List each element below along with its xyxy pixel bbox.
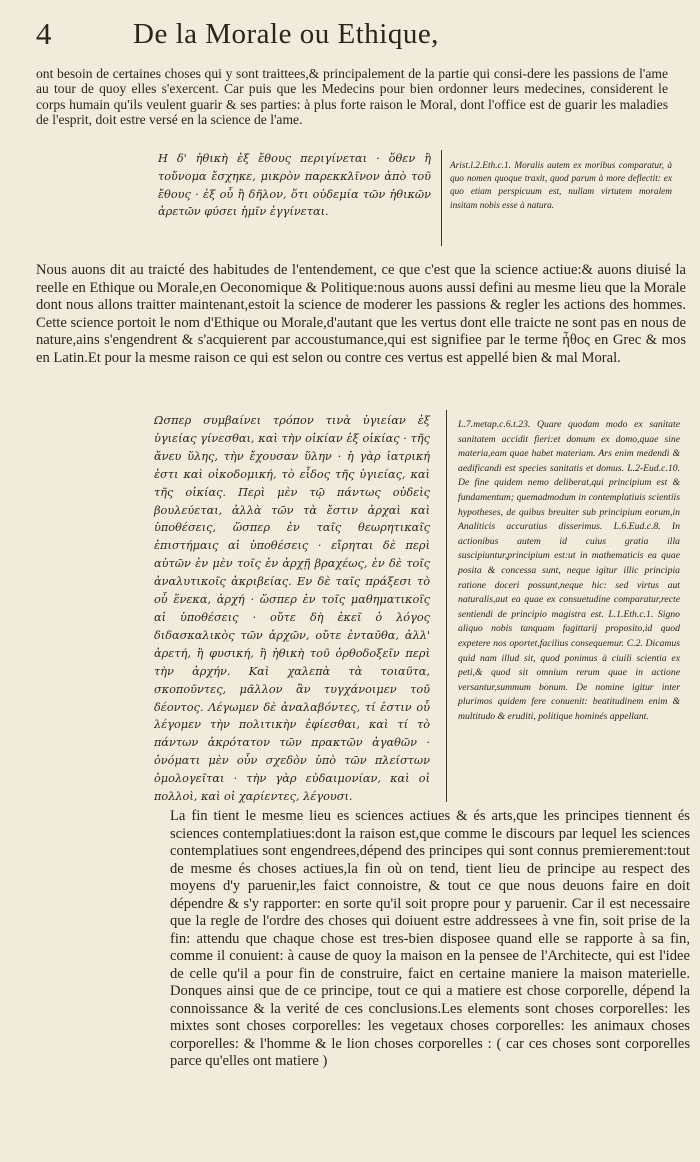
- margin-note-1: [450, 160, 672, 213]
- column-divider-2: [446, 410, 447, 802]
- greek-quotation-2: [154, 412, 430, 806]
- intro-text: ont besoin de certaines choses qui y sont traittees,& principalement de la partie qui consi-dere les passions de l'ame au tour de quoy elles s'exercent. Car puis que les Medecins pour bien ordonner leurs medecines, considerent le corps humain qu'ils veulent guarir & ses parties: à plus forte raison le Moral, dont l'office est de guarir les maladies de l'esprit, doit estre versé en la science de l'ame.: [36, 66, 668, 127]
- greek-quotation-1: [158, 150, 431, 221]
- main-paragraph-3-text: La fin tient le mesme lieu es sciences actiues & és arts,que les principes tiennent és sciences contemplatiues:dont la raison est,que comme le discours par lequel les sciences contemplatiues sont engendrees,dépend des principes qui sont connus premierement:tout de mesme és choses actiues,la fin où on tend, tient lieu de principe au respect des moyens d'y paruenir,les faict connoistre, & tout ce que nous deuons faire en doit dépendre & s'y rapporter: en sorte qu'il soit propre pour y paruenir. Car il est necessaire que la regle de l'ordre des choses qui doiuent estre addressees à vne fin, soit prise de la fin: attendu que chaque chose est tres-bien disposee quand elle se rapporte à sa fin, comme il conuient: à cause de quoy la maison en la pensee de l'Architecte, qui est l'idee de celle qu'il a pour fin de construire, faict en certaine maniere la maison materielle. Donques ainsi que de ce principe, tout ce qui a matiere est chose corporelle, dépend la connoissance & la verité de ces conclusions.Les elements sont choses corporelles: les mixtes sont choses corporelles: les vegetaux choses corporelles: les animaux choses corporelles: & l'homme & le lion choses corporelles : ( car ces choses sont corporelles parce qu'elles ont matiere ): [170, 808, 690, 1069]
- margin-note-2-text: L.7.metap.c.6.t.23. Quare quodam modo ex sanitate sanitatem accidit fieri:et domum ex domo,quae sine materia,eam quae habet materiam. Ars enim medendi & aedificandi est species sanitatis et domus. L.2-Eud.c.10. De fine quidem nemo deliberat,qui principium est & fundamentum; quemadmodum in contemplatiuis scientiis hypotheses, de quibus breuiter sub principium eorum,in Analiticis accuratius disserimus. L.6.Eud.c.8. In actionibus autem id cuius gratia illa suscipiuntur,principium est:ut in mathematicis ea quae posita & concessa sunt, neque igitur illic principia ratione doceri possunt,neque hic: sed virtus aut naturalis,aut ea quae ex consuetudine comparatur,recte sentiendi de principio magistra est. L.1.Eth.c.1. Signo aliquo nobis tanquam fagittarij proposito,id quod expetere nos oportet,facilius consequemur. C.2. Dicamus quid nam illud sit, quod ponimus à ciuili scientia ex peti,& quod sit omnium rerum quae in actione versantur,summum bonum. De nomine igitur inter plurimos quidem fere conuenit: beatitudinem enim & multitudo & eruditi, politique hominés appellant.: [458, 419, 680, 722]
- margin-note-1-text: Arist.l.2.Eth.c.1. Moralis autem ex moribus comparatur, à quo nomen quoque traxit, quod parum à more deflectit: ex quo etiam perspicuum est, nullam virtutem moralem insitam nobis esse à natura.: [450, 161, 672, 211]
- margin-note-2: [458, 418, 680, 724]
- greek-quotation-2-text: Ωσπερ συμβαίνει τρόπον τινὰ ὑγιείαν ἐξ ὑγιείας γίνεσθαι, καὶ τὴν οἰκίαν ἐξ οἰκίας · τῆς ἄνευ ὕλης, τὴν ἔχουσαν ὕλην · ἡ γὰρ ἰατρική ἐστι καὶ οἰκοδομική, τὸ εἶδος τῆς ὑγιείας, καὶ τῆς οἰκίας. Περὶ μὲν τῷ πάντως οὐδεὶς βουλεύεται, ἀλλὰ τῶν τὰ ἔστιν ἀρχαὶ καὶ ὑποθέσεις, ὥσπερ ἐν ταῖς θεωρητικαῖς ἐπιστήμαις αἱ ὑποθέσεις · εἴρηται δὲ περὶ αὐτῶν ἐν μὲν τοῖς ἐν ἀρχῇ βραχέως, ἐν δὲ τοῖς ἀναλυτικοῖς ἀκριβείας. Εν δὲ ταῖς πράξεσι τὸ οὗ ἕνεκα, ἀρχή · ὥσπερ ἐν τοῖς μαθηματικοῖς αἱ ὑποθέσεις · οὔτε δὴ ἐκεῖ ὁ λόγος διδασκαλικὸς τῶν ἀρχῶν, οὔτε ἐνταῦθα, ἀλλ' ἀρετή, ἢ φυσική, ἢ ἠθικὴ τοῦ ὀρθοδοξεῖν περὶ τὴν ἀρχήν. Καὶ χαλεπὰ τὰ τοιαῦτα, σκοποῦντες, μᾶλλον ἂν τυγχάνοιμεν τοῦ δέοντος. Λέγωμεν δὲ ἀναλαβόντες, τί ἐστιν οὗ λέγομεν τὴν πολιτικὴν ἐφίεσθαι, καὶ τί τὸ πάντων ἀκρότατον τῶν πρακτῶν ἀγαθῶν · ὀνόματι μὲν οὖν σχεδὸν ὑπὸ τῶν πλείστων ὁμολογεῖται · τὴν γὰρ εὐδαιμονίαν, καὶ οἱ πολλοὶ, καὶ οἱ χαρίεντες, λέγουσι.: [154, 414, 430, 804]
- page-number: 4: [36, 16, 53, 51]
- main-paragraph-2-text: Nous auons dit au traicté des habitudes de l'entendement, ce que c'est que la science actiue:& auons diuisé la reelle en Ethique ou Morale,en Oeconomique & Politique:nous auons aussi defini au mesme lieu que la Morale dont nous allons traitter maintenant,estoit la science de moderer les passions & regler les actions des hommes. Cette science portoit le nom d'Ethique ou Morale,d'autant que les vertus dont elle traicte ne sont pas en nous de nature,ains s'engendrent & s'acquierent par accoustumance,qui est signifiee par le terme ἦθος en Grec & mos en Latin.Et pour la mesme raison ce qui est selon ou contre ces vertus est appellé bien & mal Moral.: [36, 262, 686, 366]
- running-title: De la Morale ou Ethique,: [133, 18, 439, 50]
- main-paragraph-2: [36, 262, 686, 367]
- page-header: [28, 14, 680, 54]
- column-divider-1: [441, 150, 442, 246]
- greek-quotation-1-text: Η δ' ἠθικὴ ἐξ ἔθους περιγίνεται · ὅθεν ἢ τοὔνομα ἔσχηκε, μικρὸν παρεκκλῖνον ἀπὸ τοῦ ἔθους · ἐξ οὗ ἢ δῆλον, ὅτι οὐδεμία τῶν ἠθικῶν ἀρετῶν φύσει ἡμῖν ἐγγίνεται.: [158, 152, 431, 219]
- main-paragraph-3: [170, 808, 690, 1071]
- intro-paragraph: [36, 66, 668, 127]
